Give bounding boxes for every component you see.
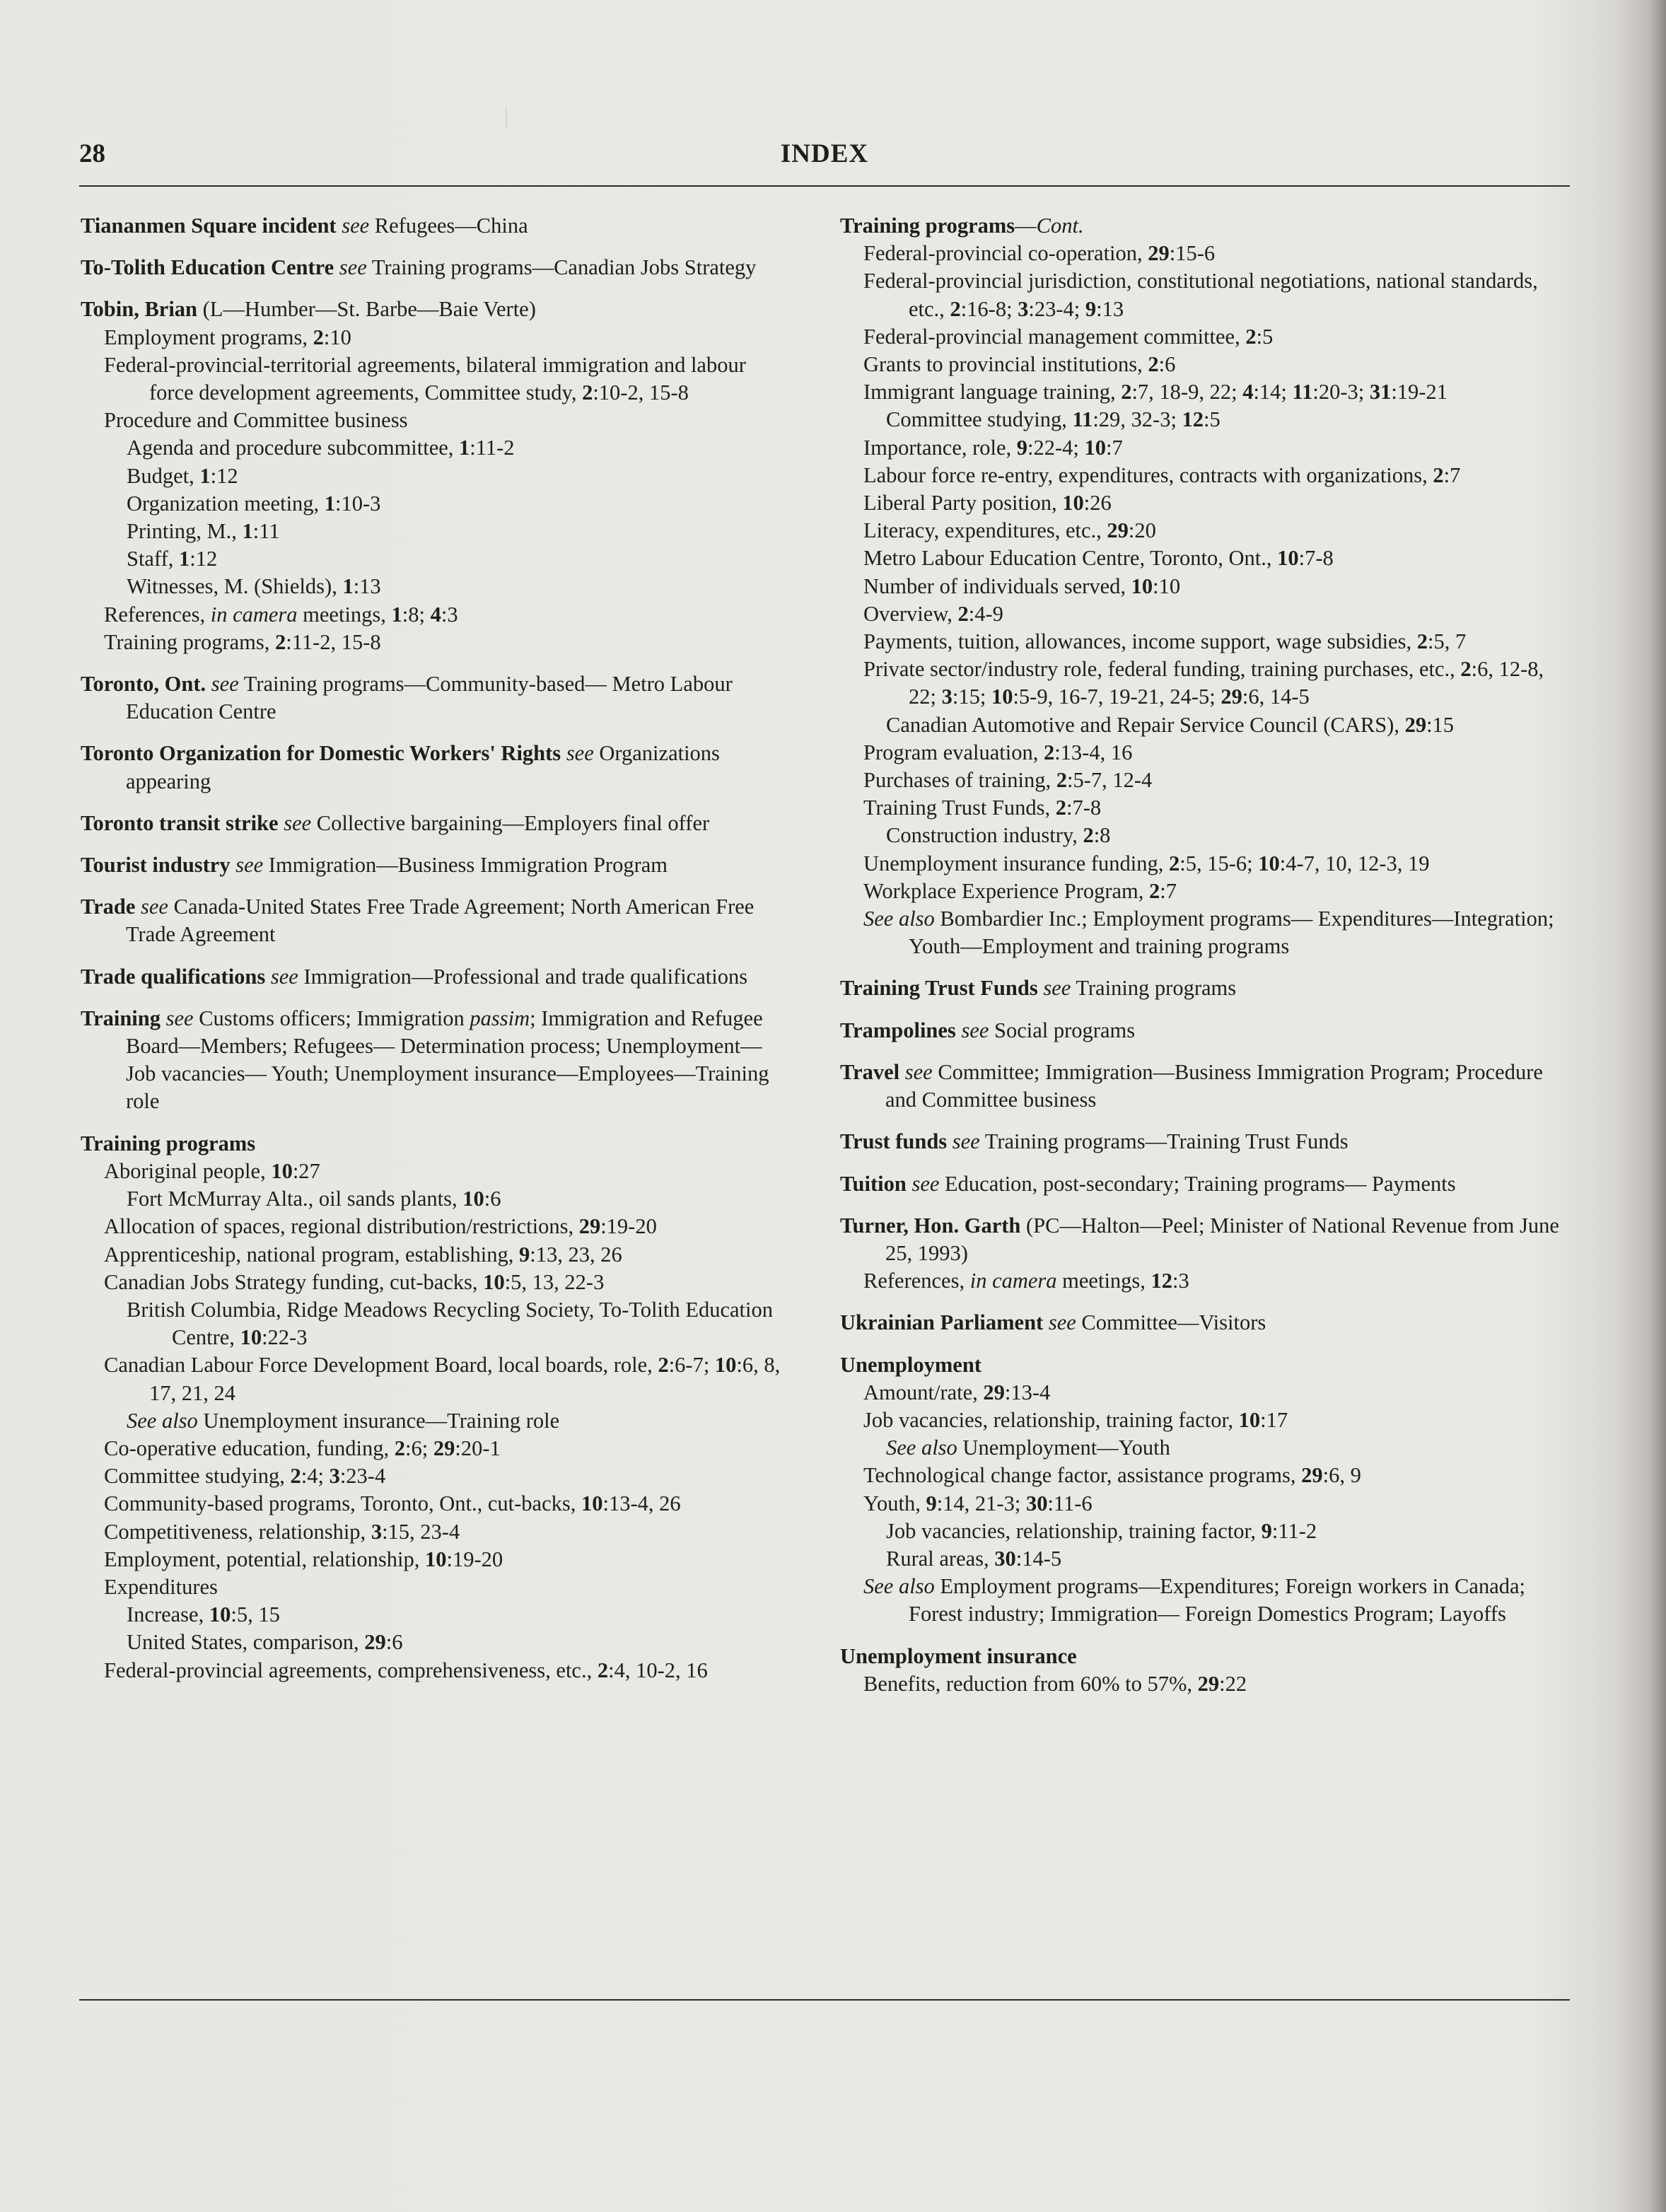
index-entry [81,212,788,240]
index-heading: Trade qualifications see Immigration—Professional and trade qualifications [81,964,748,989]
index-subentry: Training programs, 2:11-2, 15-8 [104,629,381,654]
index-heading: Tiananmen Square incident see Refugees—China [81,214,528,238]
index-subentry: Payments, tuition, allowances, income support, wage subsidies, 2:5, 7 [863,629,1467,654]
index-entry [81,1005,788,1116]
index-subentry: Co-operative education, funding, 2:6; 29:20-1 [104,1436,501,1460]
index-subentry: References, in camera meetings, 1:8; 4:3 [104,602,458,627]
index-entry [840,1170,1561,1198]
index-subentry: Staff, 1:12 [127,547,218,571]
index-subentry: Federal-provincial management committee, 2:5 [863,324,1274,349]
index-entry [81,893,788,948]
index-heading: Tobin, Brian (L—Humber—St. Barbe—Baie Verte) [81,297,536,322]
index-entry [840,1059,1561,1114]
index-subentry: Purchases of training, 2:5-7, 12-4 [863,768,1153,793]
index-subentry: Committee studying, 2:4; 3:23-4 [104,1464,386,1489]
index-entry [840,1309,1561,1337]
index-subentry: Technological change factor, assistance programs, 29:6, 9 [863,1463,1361,1488]
index-entry [81,810,788,837]
index-subentry: Federal-provincial co-operation, 29:15-6 [863,241,1216,266]
index-subentry: Metro Labour Education Centre, Toronto, Ont., 10:7-8 [863,546,1334,571]
index-heading: Training Trust Funds see Training programs [840,976,1237,1001]
index-subentry: See also Unemployment—Youth [886,1436,1170,1460]
index-entry-group [840,1212,1561,1296]
index-entry [81,670,788,726]
index-subentry: Job vacancies, relationship, training factor, 10:17 [863,1407,1288,1432]
index-subentry: Procedure and Committee business [104,408,408,433]
index-subentry: Increase, 10:5, 15 [127,1602,280,1627]
index-subentry: Competitiveness, relationship, 3:15, 23-4 [104,1519,460,1544]
page-number: 28 [79,139,105,168]
index-heading: Trampolines see Social programs [840,1018,1136,1042]
index-subentry: Liberal Party position, 10:26 [863,491,1112,516]
index-subentry: Fort McMurray Alta., oil sands plants, 10:6 [127,1187,501,1211]
index-subentry: Literacy, expenditures, etc., 29:20 [863,518,1156,543]
index-subentry: Employment programs, 2:10 [104,325,351,349]
index-subentry: See also Employment programs—Expenditures; Foreign workers in Canada; Forest industry; Immigration— Foreign Domestics Program; Layoffs [863,1574,1525,1626]
index-entry [840,1128,1561,1156]
index-heading: Training see Customs officers; Immigration passim; Immigration and Refugee Board—Members; Refugees— Determination process; Unemployment—Job vacancies— Youth; Unemployment insurance—Employees—Training role [81,1006,769,1114]
index-subentry: Federal-provincial-territorial agreements, bilateral immigration and labour force development agreements, Committee study, 2:10-2, 15-8 [104,352,746,405]
index-heading: Toronto transit strike see Collective bargaining—Employers final offer [81,810,710,835]
index-entry [840,1017,1561,1044]
index-subentry: Canadian Labour Force Development Board, local boards, role, 2:6-7; 10:6, 8, 17, 21, 24 [104,1353,781,1405]
index-subentry: Job vacancies, relationship, training factor, 9:11-2 [886,1518,1317,1543]
index-subentry: Employment, potential, relationship, 10:19-20 [104,1547,503,1571]
index-column-right [840,212,1561,1712]
running-title: INDEX [780,139,869,168]
index-subentry: British Columbia, Ridge Meadows Recycling Society, To-Tolith Education Centre, 10:22-3 [127,1297,774,1350]
header-rule [79,185,1570,187]
index-subentry: Rural areas, 30:14-5 [886,1546,1062,1571]
index-heading: Unemployment [840,1352,981,1377]
index-heading: Travel see Committee; Immigration—Business Immigration Program; Procedure and Committee business [840,1059,1543,1112]
index-subentry: Allocation of spaces, regional distribution/restrictions, 29:19-20 [104,1214,657,1239]
index-subentry: Community-based programs, Toronto, Ont., cut-backs, 10:13-4, 26 [104,1491,681,1516]
index-subentry: Benefits, reduction from 60% to 57%, 29:22 [863,1671,1247,1696]
index-entry [81,851,788,879]
page-header [79,139,1570,174]
index-entry [81,963,788,991]
index-subentry: See also Bombardier Inc.; Employment programs— Expenditures—Integration; Youth—Employment and training programs [863,907,1554,959]
index-heading: Training programs—Cont. [840,214,1084,238]
index-subentry: Organization meeting, 1:10-3 [127,491,381,516]
index-subentry: Training Trust Funds, 2:7-8 [863,796,1102,820]
index-heading: Trust funds see Training programs—Training Trust Funds [840,1129,1348,1154]
index-subentry: Immigrant language training, 2:7, 18-9, 22; 4:14; 11:20-3; 31:19-21 [863,380,1447,404]
index-entry-group [840,212,1561,960]
index-heading: Training programs [81,1131,256,1156]
index-entry [840,974,1561,1002]
index-subentry: Expenditures [104,1574,218,1599]
index-heading: Tuition see Education, post-secondary; Training programs— Payments [840,1171,1456,1196]
index-subentry: Budget, 1:12 [127,463,238,488]
index-subentry: Youth, 9:14, 21-3; 30:11-6 [863,1491,1093,1515]
index-subentry: Unemployment insurance funding, 2:5, 15-6; 10:4-7, 10, 12-3, 19 [863,851,1430,875]
index-heading: To-Tolith Education Centre see Training programs—Canadian Jobs Strategy [81,255,757,280]
index-column-left [81,212,788,1699]
index-subentry: Federal-provincial jurisdiction, constitutional negotiations, national standards, etc., 2:16-8; 3:23-4; 9:13 [863,269,1538,321]
index-heading: Trade see Canada-United States Free Trade Agreement; North American Free Trade Agreement [81,895,755,947]
index-subentry: Aboriginal people, 10:27 [104,1158,320,1183]
print-mark [506,106,507,127]
index-subentry: References, in camera meetings, 12:3 [863,1269,1189,1293]
index-subentry: Program evaluation, 2:13-4, 16 [863,740,1133,764]
index-subentry: Agenda and procedure subcommittee, 1:11-2 [127,436,515,460]
index-heading: Turner, Hon. Garth (PC—Halton—Peel; Minister of National Revenue from June 25, 1993) [840,1213,1559,1265]
index-subentry: United States, comparison, 29:6 [127,1630,403,1655]
index-subentry: Committee studying, 11:29, 32-3; 12:5 [886,407,1221,432]
index-subentry: Labour force re-entry, expenditures, contracts with organizations, 2:7 [863,462,1461,487]
index-subentry: Importance, role, 9:22-4; 10:7 [863,435,1123,460]
index-subentry: Printing, M., 1:11 [127,519,280,544]
index-entry [81,740,788,795]
index-subentry: Amount/rate, 29:13-4 [863,1380,1051,1404]
index-subentry: See also Unemployment insurance—Training role [127,1408,560,1433]
index-subentry: Witnesses, M. (Shields), 1:13 [127,574,381,599]
index-heading: Tourist industry see Immigration—Business Immigration Program [81,853,668,878]
index-subentry: Private sector/industry role, federal funding, training purchases, etc., 2:6, 12-8, 22; 3:15; 10:5-9, 16-7, 19-21, 24-5; 29:6, 14-5 [863,657,1544,709]
index-entry-group [840,1351,1561,1629]
index-subentry: Apprenticeship, national program, establishing, 9:13, 23, 26 [104,1242,622,1267]
index-heading: Unemployment insurance [840,1643,1077,1668]
index-subentry: Grants to provincial institutions, 2:6 [863,352,1176,377]
index-subentry: Overview, 2:4-9 [863,601,1003,626]
index-subentry: Canadian Jobs Strategy funding, cut-backs, 10:5, 13, 22-3 [104,1269,605,1294]
index-subentry: Workplace Experience Program, 2:7 [863,878,1177,903]
index-heading: Toronto, Ont. see Training programs—Community-based— Metro Labour Education Centre [81,672,733,724]
index-heading: Ukrainian Parliament see Committee—Visitors [840,1310,1266,1335]
index-entry-group [840,1643,1561,1698]
index-entry [81,254,788,281]
index-subentry: Number of individuals served, 10:10 [863,574,1181,598]
index-entry-group [81,1130,788,1684]
index-entry-group [81,296,788,656]
index-subentry: Construction industry, 2:8 [886,823,1111,848]
index-subentry: Federal-provincial agreements, comprehensiveness, etc., 2:4, 10-2, 16 [104,1658,708,1682]
footer-rule [79,1999,1570,2001]
index-heading: Toronto Organization for Domestic Workers' Rights see Organizations appearing [81,741,720,793]
index-subentry: Canadian Automotive and Repair Service Council (CARS), 29:15 [886,712,1455,737]
